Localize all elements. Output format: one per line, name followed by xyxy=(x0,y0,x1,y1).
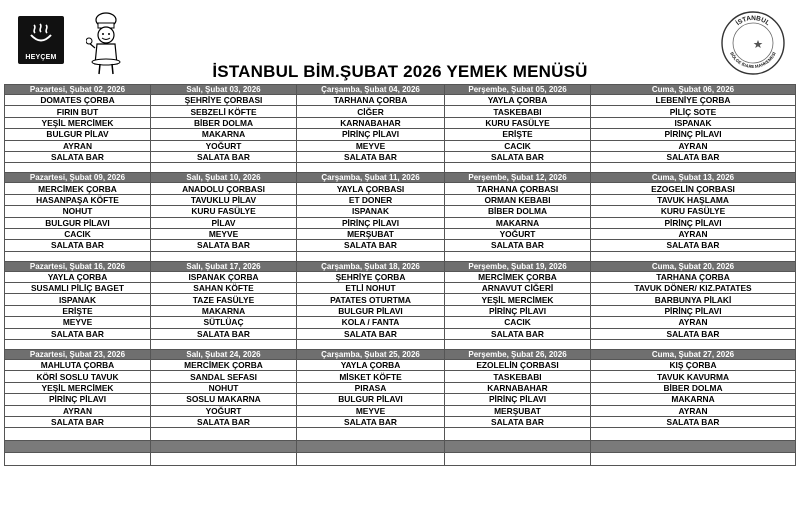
menu-item: MAKARNA xyxy=(151,129,297,140)
spacer-cell xyxy=(445,251,591,261)
footer-bar-row xyxy=(5,441,796,453)
menu-item: BULGUR PİLAVI xyxy=(297,394,445,405)
menu-item: NOHUT xyxy=(151,382,297,393)
spacer-row xyxy=(5,340,796,350)
logo-text: HEYÇEM xyxy=(25,54,57,61)
menu-item: YEŞİL MERCİMEK xyxy=(5,117,151,128)
menu-item: EZOLELİN ÇORBASI xyxy=(445,360,591,371)
menu-item: YAYLA ÇORBA xyxy=(445,95,591,106)
heycem-logo xyxy=(18,16,64,64)
day-date-header: Salı, Şubat 24, 2026 xyxy=(151,350,297,360)
day-date-header: Salı, Şubat 10, 2026 xyxy=(151,173,297,183)
spacer-row xyxy=(5,251,796,261)
day-date-header: Cuma, Şubat 13, 2026 xyxy=(591,173,796,183)
menu-item: SALATA BAR xyxy=(297,240,445,251)
menu-item-row xyxy=(5,360,796,371)
menu-item: TAZE FASÜLYE xyxy=(151,294,297,305)
menu-item: SALATA BAR xyxy=(151,328,297,339)
menu-item: PİLİÇ SOTE xyxy=(591,106,796,117)
seal-bottom-text: BÖLGE İDARE MAHKEMESİ xyxy=(729,51,777,70)
menu-item: LEBENİYE ÇORBA xyxy=(591,95,796,106)
menu-item-row xyxy=(5,294,796,305)
menu-item: PİRİNÇ PİLAVI xyxy=(591,129,796,140)
menu-item: ERİŞTE xyxy=(445,129,591,140)
menu-item: AYRAN xyxy=(5,405,151,416)
menu-item: ŞEHRİYE ÇORBA xyxy=(297,271,445,282)
spacer-cell xyxy=(297,340,445,350)
menu-item: TARHANA ÇORBA xyxy=(297,95,445,106)
trailing-cell xyxy=(5,453,151,466)
day-date-header: Perşembe, Şubat 19, 2026 xyxy=(445,261,591,271)
menu-item: ISPANAK xyxy=(5,294,151,305)
menu-item-row xyxy=(5,317,796,328)
menu-item: ISPANAK xyxy=(297,206,445,217)
menu-item: PİRİNÇ PİLAVI xyxy=(445,394,591,405)
menu-item: SALATA BAR xyxy=(591,240,796,251)
menu-item: SALATA BAR xyxy=(5,416,151,427)
menu-item: CACIK xyxy=(445,140,591,151)
menu-item: BARBUNYA PİLAKİ xyxy=(591,294,796,305)
menu-item: SALATA BAR xyxy=(151,151,297,162)
menu-item: PİRİNÇ PİLAVI xyxy=(591,217,796,228)
menu-item: ORMAN KEBABI xyxy=(445,194,591,205)
menu-item: MERŞUBAT xyxy=(297,228,445,239)
spacer-cell xyxy=(5,163,151,173)
menu-item: SALATA BAR xyxy=(591,416,796,427)
spacer-cell xyxy=(445,163,591,173)
menu-item: DOMATES ÇORBA xyxy=(5,95,151,106)
menu-item: PİRİNÇ PİLAVI xyxy=(591,305,796,316)
menu-item: KURU FASÜLYE xyxy=(591,206,796,217)
menu-item-row xyxy=(5,140,796,151)
menu-item: YOĞURT xyxy=(445,228,591,239)
seal-top-text: İSTANBUL xyxy=(734,14,771,28)
menu-item: ANADOLU ÇORBASI xyxy=(151,183,297,194)
day-date-header: Cuma, Şubat 06, 2026 xyxy=(591,85,796,95)
spacer-cell xyxy=(151,251,297,261)
menu-item: TARHANA ÇORBASI xyxy=(445,183,591,194)
menu-item: PİRİNÇ PİLAVI xyxy=(297,129,445,140)
menu-item: SALATA BAR xyxy=(445,328,591,339)
menu-item: SALATA BAR xyxy=(151,416,297,427)
menu-item: TAVUK DÖNER/ KIZ.PATATES xyxy=(591,283,796,294)
menu-item-row xyxy=(5,183,796,194)
spacer-row xyxy=(5,163,796,173)
menu-item: YAYLA ÇORBA xyxy=(297,360,445,371)
footer-cell xyxy=(297,441,445,453)
menu-item: ERİŞTE xyxy=(5,305,151,316)
spacer-cell xyxy=(297,163,445,173)
menu-item: BULGUR PİLAV xyxy=(5,129,151,140)
menu-item: SALATA BAR xyxy=(297,416,445,427)
menu-item: MERŞUBAT xyxy=(445,405,591,416)
menu-item: MERCİMEK ÇORBA xyxy=(151,360,297,371)
day-date-header: Cuma, Şubat 20, 2026 xyxy=(591,261,796,271)
menu-item: TARHANA ÇORBA xyxy=(591,271,796,282)
menu-item: AYRAN xyxy=(591,228,796,239)
day-date-header: Pazartesi, Şubat 02, 2026 xyxy=(5,85,151,95)
spacer-cell xyxy=(297,428,445,441)
day-date-header: Pazartesi, Şubat 09, 2026 xyxy=(5,173,151,183)
week-header-row xyxy=(5,350,796,360)
spacer-cell xyxy=(151,428,297,441)
menu-item: SALATA BAR xyxy=(5,151,151,162)
menu-item: TASKEBABI xyxy=(445,371,591,382)
spacer-cell xyxy=(591,251,796,261)
spacer-cell xyxy=(5,340,151,350)
day-date-header: Pazartesi, Şubat 23, 2026 xyxy=(5,350,151,360)
menu-item: YOĞURT xyxy=(151,405,297,416)
menu-item: PIRASA xyxy=(297,382,445,393)
menu-item: YAYLA ÇORBASI xyxy=(297,183,445,194)
menu-item: MEYVE xyxy=(297,405,445,416)
menu-item-row xyxy=(5,228,796,239)
menu-item: PATATES OTURTMA xyxy=(297,294,445,305)
menu-item: ET DONER xyxy=(297,194,445,205)
menu-item: SALATA BAR xyxy=(151,240,297,251)
menu-item: SALATA BAR xyxy=(445,416,591,427)
menu-item: SAHAN KÖFTE xyxy=(151,283,297,294)
menu-item: PİRİNÇ PİLAVI xyxy=(297,217,445,228)
spacer-cell xyxy=(591,428,796,441)
trailing-row xyxy=(5,453,796,466)
menu-table xyxy=(4,84,796,466)
menu-item: MERCİMEK ÇORBA xyxy=(5,183,151,194)
menu-item: MERCİMEK ÇORBA xyxy=(445,271,591,282)
menu-item-row xyxy=(5,206,796,217)
menu-item: SEBZELİ KÖFTE xyxy=(151,106,297,117)
menu-item: ISPANAK ÇORBA xyxy=(151,271,297,282)
menu-item: PİLAV xyxy=(151,217,297,228)
menu-item: SALATA BAR xyxy=(297,151,445,162)
menu-item: KARNABAHAR xyxy=(445,382,591,393)
menu-item: YEŞİL MERCİMEK xyxy=(445,294,591,305)
menu-item: ETLİ NOHUT xyxy=(297,283,445,294)
menu-item: PİRİNÇ PİLAVI xyxy=(445,305,591,316)
menu-item: CİĞER xyxy=(297,106,445,117)
menu-item: KARNABAHAR xyxy=(297,117,445,128)
spacer-cell xyxy=(5,428,151,441)
menu-item: SALATA BAR xyxy=(445,151,591,162)
menu-item-row xyxy=(5,95,796,106)
menu-item: CACIK xyxy=(5,228,151,239)
menu-item: SANDAL SEFASI xyxy=(151,371,297,382)
menu-item-row xyxy=(5,382,796,393)
day-date-header: Salı, Şubat 03, 2026 xyxy=(151,85,297,95)
menu-item: MİSKET KÖFTE xyxy=(297,371,445,382)
week-header-row xyxy=(5,85,796,95)
menu-item: TAVUK KAVURMA xyxy=(591,371,796,382)
day-date-header: Çarşamba, Şubat 25, 2026 xyxy=(297,350,445,360)
menu-item: SUSAMLI PİLİÇ BAGET xyxy=(5,283,151,294)
page-title: İSTANBUL BİM.ŞUBAT 2026 YEMEK MENÜSÜ xyxy=(212,62,588,81)
day-date-header: Perşembe, Şubat 12, 2026 xyxy=(445,173,591,183)
menu-item: AYRAN xyxy=(591,405,796,416)
footer-cell xyxy=(445,441,591,453)
menu-item: YEŞİL MERCİMEK xyxy=(5,382,151,393)
menu-item-row xyxy=(5,405,796,416)
menu-item: MAKARNA xyxy=(591,394,796,405)
menu-item-row xyxy=(5,151,796,162)
menu-item: PİRİNÇ PİLAVI xyxy=(5,394,151,405)
spacer-cell xyxy=(445,428,591,441)
menu-item-row xyxy=(5,305,796,316)
day-date-header: Perşembe, Şubat 26, 2026 xyxy=(445,350,591,360)
menu-item: BİBER DOLMA xyxy=(445,206,591,217)
menu-item: YOĞURT xyxy=(151,140,297,151)
trailing-cell xyxy=(297,453,445,466)
trailing-cell xyxy=(591,453,796,466)
menu-item: SALATA BAR xyxy=(5,240,151,251)
day-date-header: Pazartesi, Şubat 16, 2026 xyxy=(5,261,151,271)
menu-item: SALATA BAR xyxy=(297,328,445,339)
footer-cell xyxy=(5,441,151,453)
menu-item-row xyxy=(5,106,796,117)
week-header-row xyxy=(5,261,796,271)
spacer-cell xyxy=(151,340,297,350)
menu-item: KIŞ ÇORBA xyxy=(591,360,796,371)
menu-item: BİBER DOLMA xyxy=(151,117,297,128)
menu-item: AYRAN xyxy=(5,140,151,151)
menu-item: SALATA BAR xyxy=(591,151,796,162)
menu-item-row xyxy=(5,283,796,294)
footer-cell xyxy=(591,441,796,453)
menu-item: MEYVE xyxy=(5,317,151,328)
menu-item: BULGUR PİLAVI xyxy=(297,305,445,316)
menu-item-row xyxy=(5,194,796,205)
menu-item: MEYVE xyxy=(297,140,445,151)
menu-item: ISPANAK xyxy=(591,117,796,128)
menu-item-row xyxy=(5,371,796,382)
footer-cell xyxy=(151,441,297,453)
day-date-header: Çarşamba, Şubat 04, 2026 xyxy=(297,85,445,95)
menu-item-row xyxy=(5,271,796,282)
menu-item-row xyxy=(5,129,796,140)
menu-item: SALATA BAR xyxy=(591,328,796,339)
spacer-cell xyxy=(297,251,445,261)
menu-item-row xyxy=(5,416,796,427)
spacer-cell xyxy=(5,251,151,261)
day-date-header: Salı, Şubat 17, 2026 xyxy=(151,261,297,271)
menu-item: CACIK xyxy=(445,317,591,328)
day-date-header: Çarşamba, Şubat 18, 2026 xyxy=(297,261,445,271)
day-date-header: Perşembe, Şubat 05, 2026 xyxy=(445,85,591,95)
menu-item: EZOGELİN ÇORBASI xyxy=(591,183,796,194)
menu-item: TAVUK HAŞLAMA xyxy=(591,194,796,205)
menu-item: MEYVE xyxy=(151,228,297,239)
menu-item: FIRIN BUT xyxy=(5,106,151,117)
menu-item: AYRAN xyxy=(591,140,796,151)
menu-item: ARNAVUT CİĞERİ xyxy=(445,283,591,294)
menu-item: MAHLUTA ÇORBA xyxy=(5,360,151,371)
menu-item: MAKARNA xyxy=(445,217,591,228)
menu-item: KÖRİ SOSLU TAVUK xyxy=(5,371,151,382)
day-date-header: Cuma, Şubat 27, 2026 xyxy=(591,350,796,360)
menu-item: BİBER DOLMA xyxy=(591,382,796,393)
menu-item: TAVUKLU PİLAV xyxy=(151,194,297,205)
spacer-cell xyxy=(445,340,591,350)
menu-item: SALATA BAR xyxy=(5,328,151,339)
menu-item-row xyxy=(5,217,796,228)
menu-item: KOLA / FANTA xyxy=(297,317,445,328)
menu-item-row xyxy=(5,240,796,251)
spacer-cell xyxy=(591,163,796,173)
menu-item: SALATA BAR xyxy=(445,240,591,251)
week-header-row xyxy=(5,173,796,183)
menu-item: KURU FASÜLYE xyxy=(151,206,297,217)
menu-item-row xyxy=(5,328,796,339)
menu-item: ŞEHRİYE ÇORBASI xyxy=(151,95,297,106)
trailing-cell xyxy=(445,453,591,466)
spacer-row xyxy=(5,428,796,441)
menu-item: SOSLU MAKARNA xyxy=(151,394,297,405)
menu-item: NOHUT xyxy=(5,206,151,217)
menu-item: KURU FASÜLYE xyxy=(445,117,591,128)
menu-item: HASANPAŞA KÖFTE xyxy=(5,194,151,205)
spacer-cell xyxy=(151,163,297,173)
menu-item-row xyxy=(5,394,796,405)
menu-item: YAYLA ÇORBA xyxy=(5,271,151,282)
menu-item: TASKEBABI xyxy=(445,106,591,117)
day-date-header: Çarşamba, Şubat 11, 2026 xyxy=(297,173,445,183)
menu-item: AYRAN xyxy=(591,317,796,328)
steaming-cup-icon xyxy=(28,22,54,46)
trailing-cell xyxy=(151,453,297,466)
menu-item-row xyxy=(5,117,796,128)
menu-item: MAKARNA xyxy=(151,305,297,316)
spacer-cell xyxy=(591,340,796,350)
menu-item: SÜTLÜAÇ xyxy=(151,317,297,328)
menu-item: BULGUR PİLAVI xyxy=(5,217,151,228)
